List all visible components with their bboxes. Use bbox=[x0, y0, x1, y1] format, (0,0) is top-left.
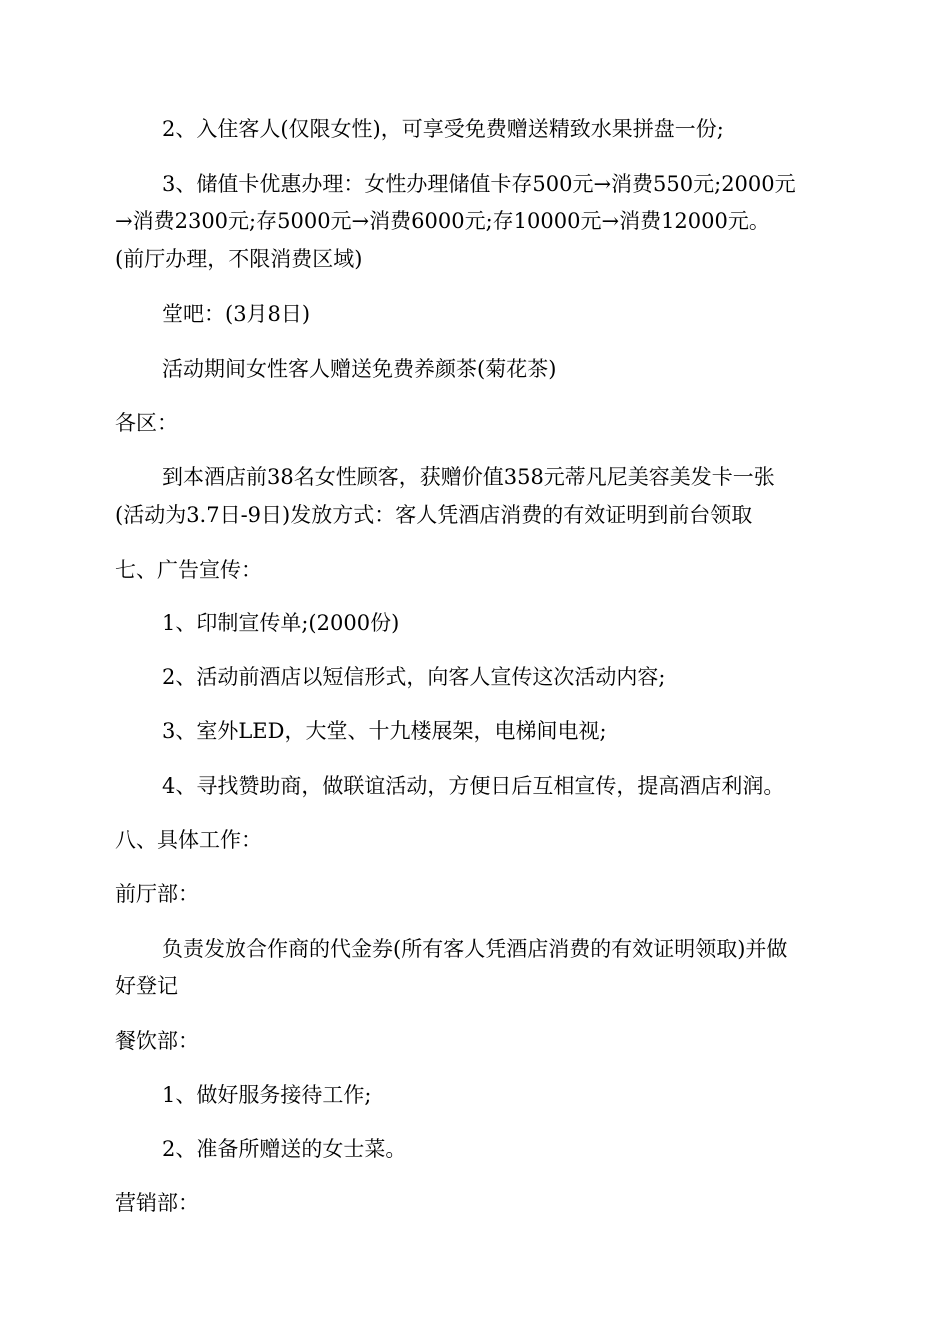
paragraph-item-3-line-1: 3、储值卡优惠办理：女性办理储值卡存500元→消费550元;2000元 bbox=[162, 172, 796, 196]
paragraph-item-2: 2、入住客人(仅限女性)，可享受免费赠送精致水果拼盘一份; bbox=[162, 117, 724, 141]
front-office-heading: 前厅部： bbox=[115, 882, 199, 906]
areas-heading: 各区： bbox=[115, 411, 178, 435]
front-office-text-line-1: 负责发放合作商的代金券(所有客人凭酒店消费的有效证明领取)并做 bbox=[162, 937, 788, 961]
areas-text-line-2: (活动为3.7日-9日)发放方式：客人凭酒店消费的有效证明到前台领取 bbox=[115, 503, 753, 527]
ad-item-1: 1、印制宣传单;(2000份) bbox=[162, 611, 400, 635]
ad-item-4: 4、寻找赞助商，做联谊活动，方便日后互相宣传，提高酒店利润。 bbox=[162, 774, 785, 798]
fnb-item-2: 2、准备所赠送的女士菜。 bbox=[162, 1137, 407, 1161]
fnb-heading: 餐饮部： bbox=[115, 1029, 199, 1053]
section-7-heading: 七、广告宣传： bbox=[115, 558, 262, 582]
sales-heading: 营销部： bbox=[115, 1191, 199, 1215]
fnb-item-1: 1、做好服务接待工作; bbox=[162, 1083, 372, 1107]
front-office-text-line-2: 好登记 bbox=[115, 974, 178, 998]
section-8-heading: 八、具体工作： bbox=[115, 828, 262, 852]
areas-text-line-1: 到本酒店前38名女性顾客，获赠价值358元蒂凡尼美容美发卡一张 bbox=[162, 465, 775, 489]
lobby-bar-text: 活动期间女性客人赠送免费养颜茶(菊花茶) bbox=[162, 357, 557, 381]
paragraph-item-3-line-3: (前厅办理，不限消费区域) bbox=[115, 247, 363, 271]
lobby-bar-heading: 堂吧：(3月8日) bbox=[162, 302, 311, 326]
ad-item-3: 3、室外LED，大堂、十九楼展架，电梯间电视; bbox=[162, 719, 607, 743]
paragraph-item-3-line-2: →消费2300元;存5000元→消费6000元;存10000元→消费12000元。 bbox=[115, 209, 770, 233]
ad-item-2: 2、活动前酒店以短信形式，向客人宣传这次活动内容; bbox=[162, 665, 666, 689]
